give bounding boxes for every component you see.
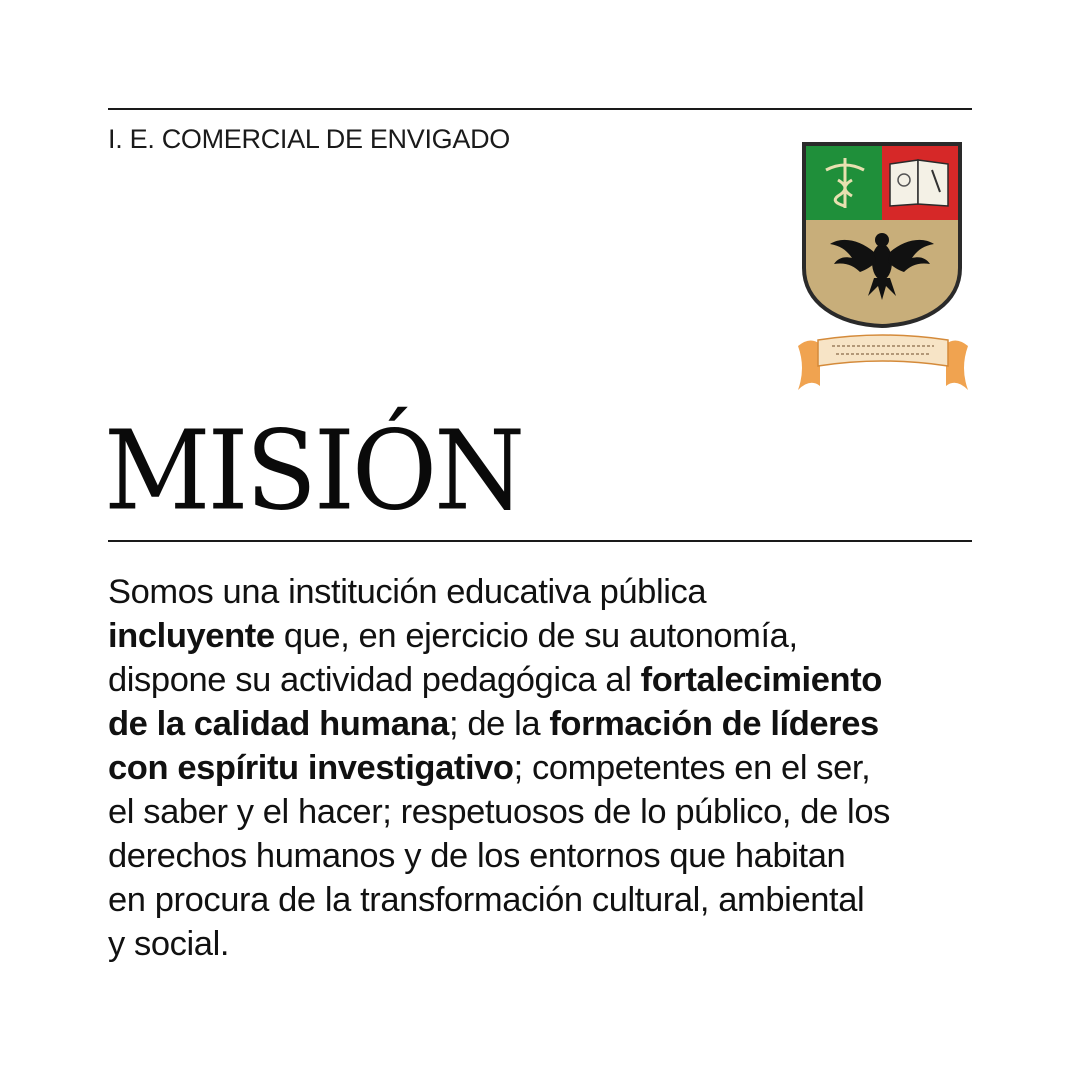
- mission-segment: y social.: [108, 925, 230, 963]
- mission-line: [108, 922, 978, 966]
- mission-text: [108, 570, 978, 966]
- mission-highlight: incluyente: [108, 617, 275, 655]
- mission-highlight: con espíritu investigativo: [108, 749, 514, 787]
- top-divider: [108, 108, 972, 110]
- mission-segment: dispone su actividad pedagógica al: [108, 661, 641, 699]
- mission-line: [108, 878, 978, 922]
- mission-line: [108, 702, 978, 746]
- mission-segment: que, en ejercicio de su autonomía,: [274, 617, 798, 655]
- mission-segment: ; competentes en el ser,: [513, 749, 871, 787]
- institution-name: I. E. COMERCIAL DE ENVIGADO: [108, 124, 510, 154]
- mission-line: [108, 614, 978, 658]
- mission-line: [108, 570, 978, 614]
- page-title: MISIÓN: [104, 406, 523, 535]
- mission-line: [108, 658, 978, 702]
- mission-segment: derechos humanos y de los entornos que habitan: [108, 837, 846, 875]
- mission-line: [108, 746, 978, 790]
- mission-segment: en procura de la transformación cultural, ambiental: [108, 881, 865, 919]
- mission-segment: ; de la: [448, 705, 550, 743]
- mission-highlight: fortalecimiento: [640, 661, 882, 699]
- mission-line: [108, 834, 978, 878]
- mission-highlight: formación de líderes: [549, 705, 879, 743]
- mission-highlight: de la calidad humana: [108, 705, 449, 743]
- mission-segment: Somos una institución educativa pública: [108, 573, 707, 611]
- mission-segment: el saber y el hacer; respetuosos de lo público, de los: [108, 793, 890, 831]
- title-divider: [108, 540, 972, 542]
- mission-line: [108, 790, 978, 834]
- school-crest-icon: [790, 140, 975, 402]
